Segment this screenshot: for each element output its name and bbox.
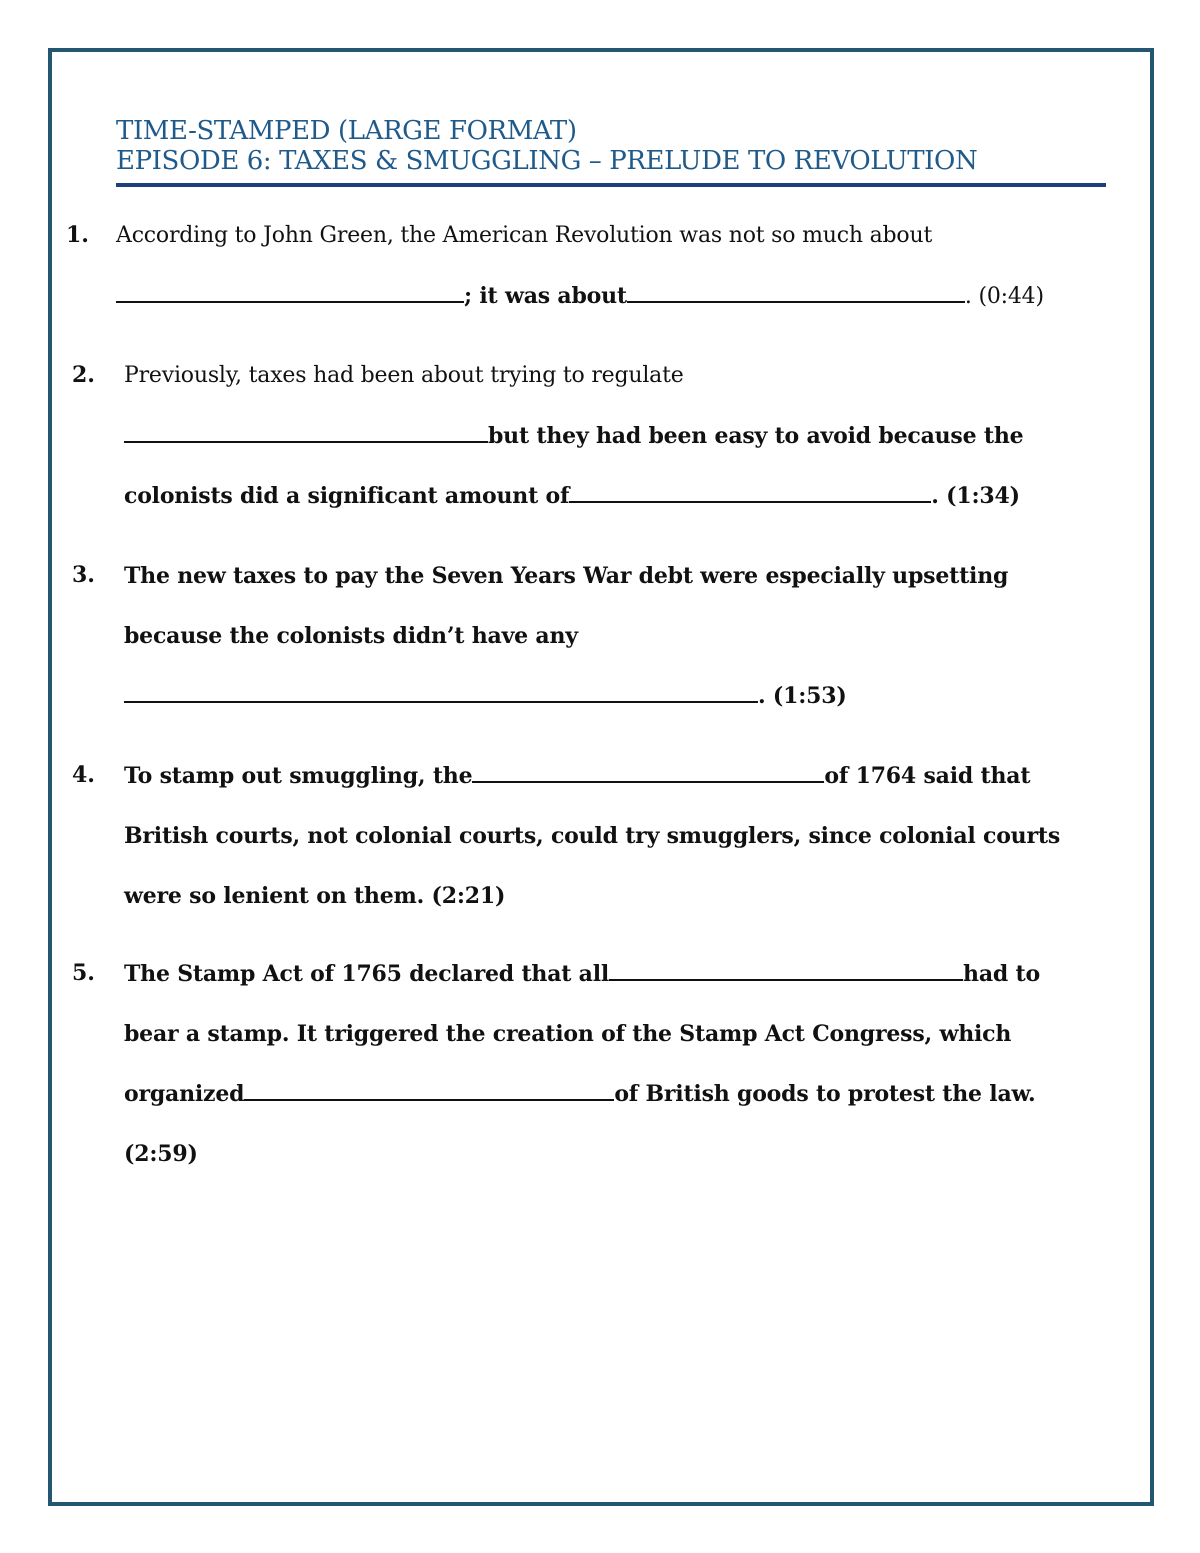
question-text: According to John Green, the American Revolution was not so much about — [116, 223, 933, 248]
question-text: The new taxes to pay the Seven Years War debt were especially upsetting — [124, 563, 1009, 589]
question-text: organized — [124, 1081, 245, 1107]
question-text: but they had been easy to avoid because the — [488, 423, 1024, 449]
answer-blank[interactable] — [124, 679, 758, 703]
question-text: because the colonists didn’t have any — [124, 623, 578, 649]
question-number: 3. — [72, 562, 95, 588]
question-text: Previously, taxes had been about trying to regulate — [124, 363, 684, 388]
question-number: 5. — [72, 960, 95, 986]
question-text-line — [124, 666, 847, 726]
question-text-line — [116, 266, 1044, 327]
answer-blank[interactable] — [569, 479, 931, 503]
answer-blank[interactable] — [116, 279, 464, 303]
question-text-line — [124, 406, 1023, 466]
question-number: 2. — [72, 362, 95, 388]
question-text-line — [124, 806, 1060, 866]
question-text-line — [124, 1004, 1011, 1064]
question-text: of British goods to protest the law. — [614, 1081, 1036, 1107]
question-text: The Stamp Act of 1765 declared that all — [124, 961, 610, 987]
question-text-line — [124, 346, 684, 406]
question-text: To stamp out smuggling, the — [124, 763, 473, 789]
question-text-line — [116, 206, 932, 266]
question-text-line — [124, 546, 1008, 606]
question-text: ; it was about — [464, 283, 627, 309]
question-text-line — [124, 944, 1040, 1004]
header-title: TIME-STAMPED (LARGE FORMAT) — [116, 116, 577, 146]
question-text: were so lenient on them. (2:21) — [124, 883, 506, 909]
answer-blank[interactable] — [472, 759, 824, 783]
question-text: British courts, not colonial courts, could try smugglers, since colonial courts — [124, 823, 1061, 849]
question-text-line — [124, 1124, 198, 1184]
question-text: colonists did a significant amount of — [124, 483, 570, 509]
question-text-line — [124, 1064, 1036, 1124]
question-text-line — [124, 606, 578, 666]
timestamp: . (1:53) — [758, 683, 847, 709]
question-number: 1. — [66, 222, 89, 248]
question-number: 4. — [72, 762, 95, 788]
header-episode-title: EPISODE 6: TAXES & SMUGGLING – PRELUDE TO REVOLUTION — [116, 146, 978, 176]
question-text: bear a stamp. It triggered the creation of the Stamp Act Congress, which — [124, 1021, 1012, 1047]
question-text-line — [124, 466, 1020, 526]
answer-blank[interactable] — [244, 1077, 614, 1101]
answer-blank[interactable] — [627, 279, 965, 303]
answer-blank[interactable] — [609, 957, 963, 981]
question-text: had to — [963, 961, 1040, 987]
answer-blank[interactable] — [124, 419, 488, 443]
timestamp: (2:59) — [124, 1141, 198, 1167]
timestamp: . (1:34) — [931, 483, 1020, 509]
question-text-line — [124, 746, 1030, 806]
question-text: of 1764 said that — [824, 763, 1031, 789]
worksheet-header — [116, 116, 1106, 176]
timestamp: . (0:44) — [964, 284, 1044, 309]
question-text-line — [124, 866, 505, 926]
header-divider — [116, 183, 1106, 187]
